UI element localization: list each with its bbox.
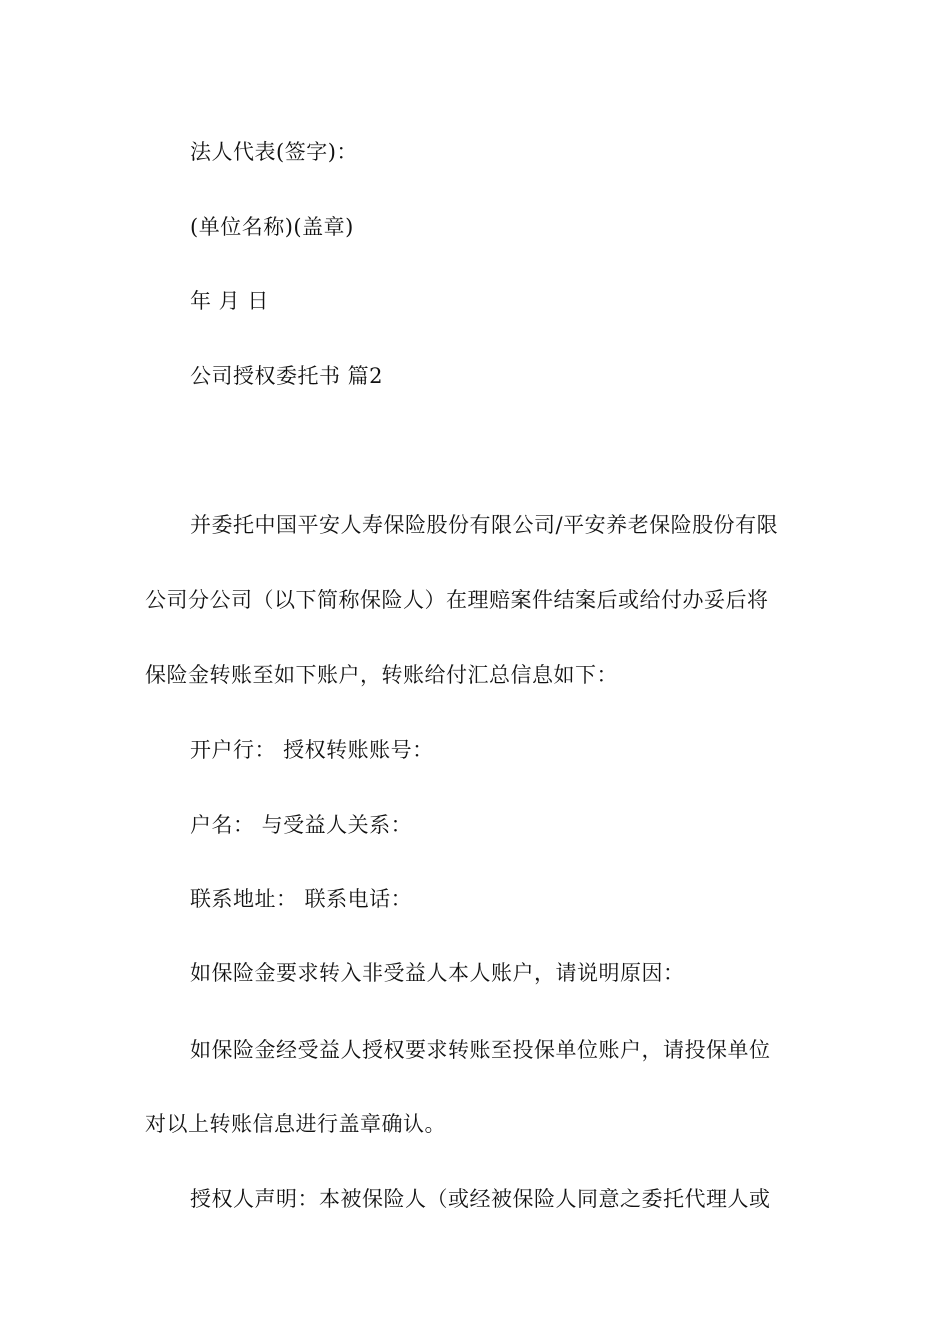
section-title: 公司授权委托书 篇2 xyxy=(190,364,384,388)
contact-address-phone-line: 联系地址： 联系电话： xyxy=(190,887,413,911)
paragraph-2-line-1: 如保险金经受益人授权要求转账至投保单位账户，请投保单位 xyxy=(190,1038,771,1062)
bank-account-fields-line: 开户行： 授权转账账号： xyxy=(190,738,434,762)
reason-line: 如保险金要求转入非受益人本人账户，请说明原因： xyxy=(190,961,685,985)
paragraph-1-line-2: 公司分公司（以下简称保险人）在理赔案件结案后或给付办妥后将 xyxy=(145,588,769,612)
paragraph-1-line-1: 并委托中国平安人寿保险股份有限公司/平安养老保险股份有限 xyxy=(190,513,779,537)
authorization-declaration-line: 授权人声明：本被保险人（或经被保险人同意之委托代理人或 xyxy=(190,1187,771,1211)
unit-name-seal-line: (单位名称)(盖章) xyxy=(190,215,354,239)
date-line: 年 月 日 xyxy=(190,289,269,313)
legal-representative-signature-line: 法人代表(签字)： xyxy=(190,140,358,164)
account-name-relationship-line: 户名： 与受益人关系： xyxy=(190,813,413,837)
paragraph-2-line-2: 对以上转账信息进行盖章确认。 xyxy=(145,1112,446,1136)
paragraph-1-line-3: 保险金转账至如下账户，转账给付汇总信息如下： xyxy=(145,663,618,687)
